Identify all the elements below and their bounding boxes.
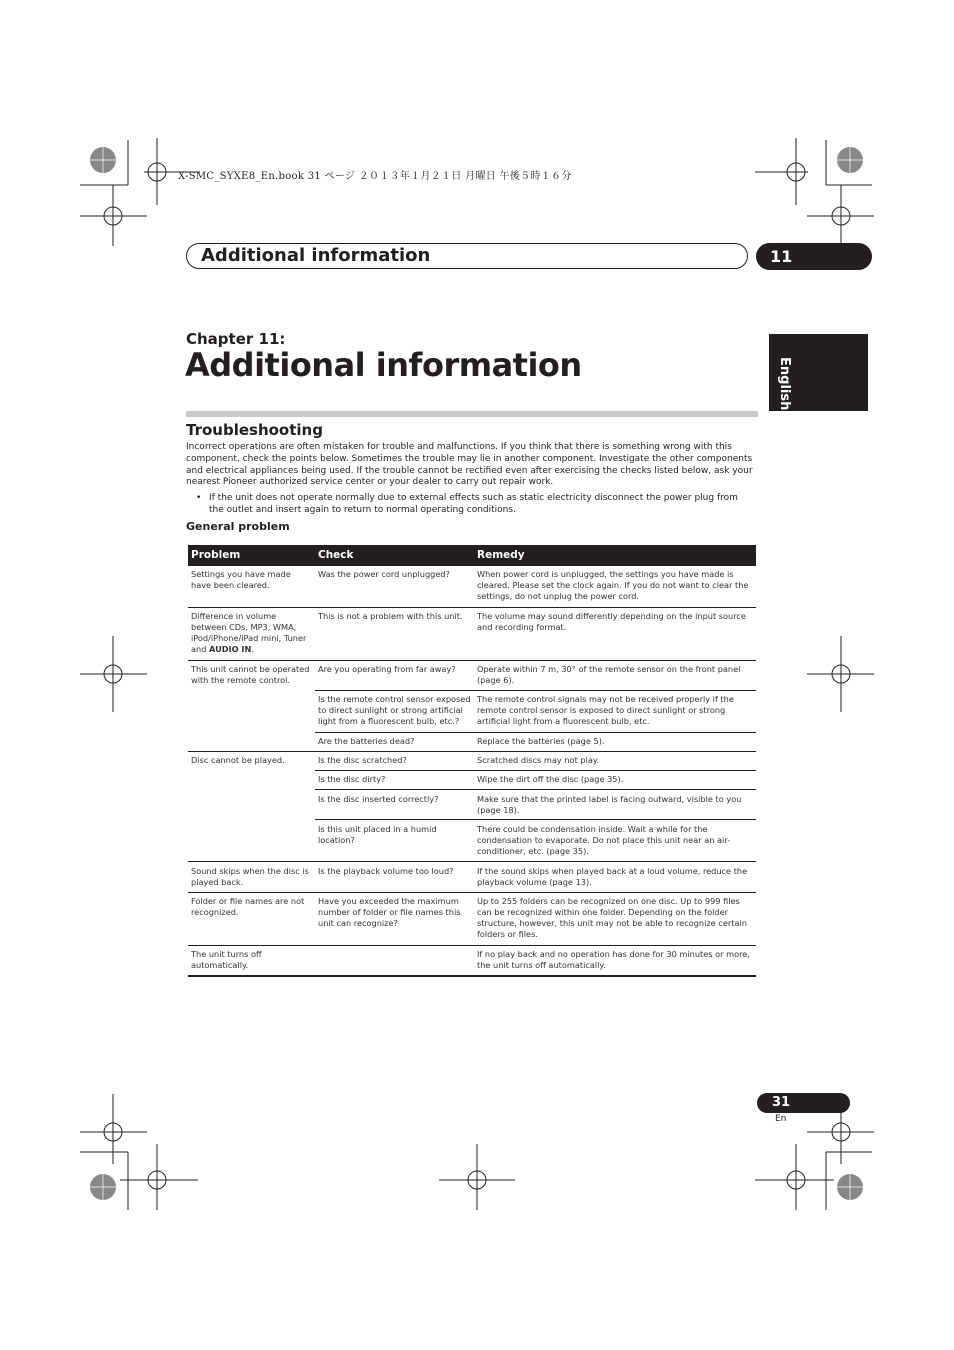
chapter-number: 11 xyxy=(770,247,793,266)
table-cell-problem: Sound skips when the disc is played back. xyxy=(191,866,309,887)
table-cell-remedy: Replace the batteries (page 5). xyxy=(477,736,605,746)
table-cell-check: Is the disc dirty? xyxy=(318,774,386,784)
table-cell-check: Is this unit placed in a humid location? xyxy=(318,824,437,845)
table-cell-remedy: There could be condensation inside. Wait a while for the condensation to evaporate. Do not place this unit near an air-conditioner, etc. (page 35). xyxy=(477,824,731,856)
language-side-tab-label: English xyxy=(777,357,792,411)
table-cell-check: Have you exceeded the maximum number of folder or file names this unit can recognize? xyxy=(318,896,461,928)
table-cell-remedy: Wipe the dirt off the disc (page 35). xyxy=(477,774,624,784)
table-bottom-rule xyxy=(188,975,756,977)
row-divider xyxy=(188,861,756,862)
table-cell-check: Is the disc scratched? xyxy=(318,755,407,765)
table-cell-problem xyxy=(191,611,312,655)
table-cell-check: This is not a problem with this unit. xyxy=(318,611,463,621)
running-header-title: Additional information xyxy=(201,245,431,266)
page-title: Additional information xyxy=(185,346,582,384)
column-header-remedy: Remedy xyxy=(477,549,525,561)
problem-text: Difference in volume between CDs, MP3, WMA, iPod/iPhone/iPad mini, Tuner and xyxy=(191,611,307,654)
table-cell-check: Is the playback volume too loud? xyxy=(318,866,454,876)
table-cell-remedy: The remote control signals may not be received properly if the remote control sensor is exposed to direct sunlight or strong artificial light from a fluorescent bulb, etc. xyxy=(477,694,734,726)
row-divider xyxy=(315,770,756,771)
row-divider xyxy=(315,819,756,820)
table-title: General problem xyxy=(186,520,290,533)
chapter-label: Chapter 11: xyxy=(186,330,286,348)
table-cell-check: Is the disc inserted correctly? xyxy=(318,794,439,804)
intro-paragraph: Incorrect operations are often mistaken for trouble and malfunctions. If you think that there is something wrong with this component, check the points below. Sometimes the trouble may lie in another component. Investigate the other components and electrical appliances being used. If the trouble cannot be rectified even after exercising the checks listed below, ask your nearest Pioneer authorized service center or your dealer to carry out repair work. xyxy=(186,442,753,488)
table-cell-remedy: Make sure that the printed label is facing outward, visible to you (page 18). xyxy=(477,794,742,815)
bullet-text: If the unit does not operate normally due to external effects such as static electricity disconnect the power plug from the outlet and insert again to return to normal operating conditions. xyxy=(209,493,738,515)
page-language: En xyxy=(775,1114,787,1124)
row-divider xyxy=(315,732,756,733)
page-number: 31 xyxy=(772,1095,791,1110)
bullet-dot: • xyxy=(196,493,202,503)
table-cell-check: Was the power cord unplugged? xyxy=(318,569,450,579)
table-cell-problem: Disc cannot be played. xyxy=(191,755,285,765)
row-divider xyxy=(188,751,756,752)
table-cell-remedy: When power cord is unplugged, the settings you have made is cleared. Please set the clock again. If you do not want to clear the settings, do not unplug the power cord. xyxy=(477,569,749,601)
table-cell-problem: Settings you have made have been cleared. xyxy=(191,569,291,590)
table-cell-problem: The unit turns off automatically. xyxy=(191,949,262,970)
problem-bold-text: AUDIO IN xyxy=(209,644,252,654)
section-rule xyxy=(186,411,758,417)
table-cell-check: Are you operating from far away? xyxy=(318,664,456,674)
table-cell-remedy: The volume may sound differently depending on the input source and recording format. xyxy=(477,611,746,632)
row-divider xyxy=(188,607,756,608)
table-cell-remedy: If no play back and no operation has done for 30 minutes or more, the unit turns off automatically. xyxy=(477,949,750,970)
page-number-pill xyxy=(757,1093,850,1113)
table-header-row xyxy=(188,545,756,566)
column-header-check: Check xyxy=(318,549,354,561)
table-cell-remedy: Scratched discs may not play. xyxy=(477,755,600,765)
table-cell-problem: Folder or file names are not recognized. xyxy=(191,896,305,917)
table-cell-remedy: Operate within 7 m, 30° of the remote sensor on the front panel (page 6). xyxy=(477,664,741,685)
print-slug: X-SMC_SYXE8_En.book 31 ページ ２０１３年１月２１日 月曜日 午後５時１６分 xyxy=(178,171,572,182)
row-divider xyxy=(315,789,756,790)
table-cell-remedy: Up to 255 folders can be recognized on one disc. Up to 999 files can be recognized within one folder. Depending on the folder structure, however, this unit may not be able to recognize certain folders or files. xyxy=(477,896,747,939)
row-divider xyxy=(188,660,756,661)
problem-end-text: . xyxy=(251,644,254,654)
table-cell-check: Is the remote control sensor exposed to direct sunlight or strong artificial light from a fluorescent bulb, etc.? xyxy=(318,694,471,726)
table-cell-problem: This unit cannot be operated with the remote control. xyxy=(191,664,310,685)
column-header-problem: Problem xyxy=(191,549,241,561)
row-divider xyxy=(188,945,756,946)
row-divider xyxy=(188,892,756,893)
table-cell-check: Are the batteries dead? xyxy=(318,736,415,746)
table-cell-remedy: If the sound skips when played back at a loud volume, reduce the playback volume (page 13). xyxy=(477,866,748,887)
row-divider xyxy=(315,690,756,691)
section-title: Troubleshooting xyxy=(186,421,323,439)
